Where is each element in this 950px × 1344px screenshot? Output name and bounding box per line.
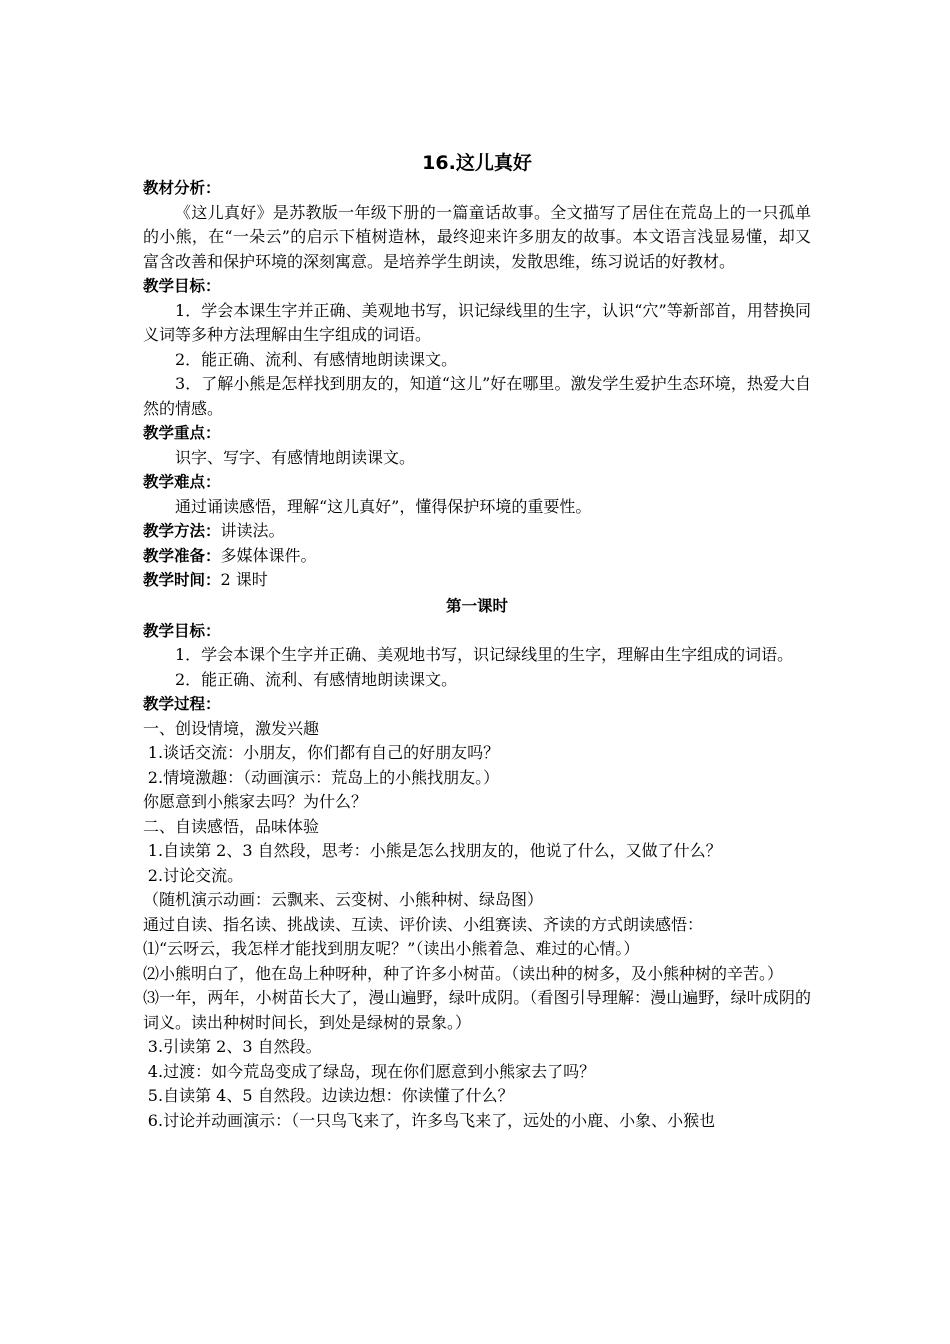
method-label: 教学方法： (143, 522, 221, 540)
goals-heading: 教学目标： (143, 277, 221, 295)
process-section-heading: 二、自读感悟，品味体验 (143, 816, 320, 836)
process-heading: 教学过程： (143, 695, 221, 713)
process-step: 1.自读第 2、3 自然段，思考：小熊是怎么找朋友的，他说了什么，又做了什么？ (147, 841, 722, 860)
time-value: 2 课时 (220, 570, 268, 589)
goal-item: 2．能正确、流利、有感情地朗读课文。 (175, 349, 458, 369)
process-step: 6.讨论并动画演示：（一只鸟飞来了，许多鸟飞来了，远处的小鹿、小象、小猴也 (147, 1110, 716, 1130)
process-note: 通过自读、指名读、挑战读、互读、评价读、小组赛读、齐读的方式朗读感悟： (143, 914, 704, 934)
process-step: 1.谈话交流：小朋友，你们都有自己的好朋友吗？ (147, 743, 500, 762)
process-step: 2.情境激趣：（动画演示：荒岛上的小熊找朋友。） (147, 767, 500, 787)
goal-item: 3．了解小熊是怎样找到朋友的，知道“这儿”好在哪里。激发学生爱护生态环境，热爱大自然的情感。 (143, 374, 811, 418)
process-sub-step: ⑶一年，两年，小树苗长大了，漫山遍野，绿叶成阴。（看图引导理解：漫山遍野，绿叶成阴的词义。读出种树时间长，到处是绿树的景象。） (143, 988, 811, 1032)
lesson1-goal-item: 1．学会本课个生字并正确、美观地书写，识记绿线里的生字，理解由生字组成的词语。 (175, 645, 794, 664)
lesson1-goals-heading: 教学目标： (143, 621, 221, 640)
difficulties-heading: 教学难点： (143, 473, 221, 491)
goal-item: 1．学会本课生字并正确、美观地书写，识记绿线里的生字，认识“穴”等新部首，用替换同义词等多种方法理解由生字组成的词语。 (143, 300, 811, 344)
process-step: 4.过渡：如今荒岛变成了绿岛，现在你们愿意到小熊家去了吗？ (147, 1061, 596, 1081)
process-step: 2.讨论交流。 (147, 865, 244, 885)
preparation-label: 教学准备： (143, 546, 221, 565)
method-row (143, 519, 811, 544)
time-label: 教学时间： (143, 571, 221, 589)
analysis-heading: 教材分析： (143, 179, 221, 197)
document-title: 16.这儿真好 (422, 152, 532, 174)
method-value: 讲读法。 (220, 521, 285, 540)
document-page (143, 150, 811, 1133)
time-row (143, 568, 811, 593)
process-note: （随机演示动画：云飘来、云变树、小熊种树、绿岛图） (143, 890, 544, 909)
preparation-row (143, 544, 811, 569)
process-section-heading: 一、创设情境，激发兴趣 (143, 718, 320, 738)
lesson1-title: 第一课时 (445, 596, 508, 615)
preparation-value: 多媒体课件。 (220, 545, 317, 565)
key-points-heading: 教学重点： (143, 424, 221, 442)
process-step: 5.自读第 4、5 自然段。边读边想：你读懂了什么？ (147, 1086, 514, 1105)
analysis-text: 《这儿真好》是苏教版一年级下册的一篇童话故事。全文描写了居住在荒岛上的一只孤单的小熊，在“一朵云”的启示下植树造林，最终迎来许多朋友的故事。本文语言浅显易懂，却又富含改善和保护环境的深刻寓意。是培养学生朗读，发散思维，练习说话的好教材。 (143, 202, 811, 271)
process-sub-step: ⑴“云呀云，我怎样才能找到朋友呢？”（读出小熊着急、难过的心情。） (143, 939, 640, 958)
difficulties-text: 通过诵读感悟，理解“这儿真好”，懂得保护环境的重要性。 (175, 496, 592, 516)
process-sub-step: ⑵小熊明白了，他在岛上种呀种，种了许多小树苗。（读出种的树多，及小熊种树的辛苦。） (143, 963, 784, 983)
process-step: 3.引读第 2、3 自然段。 (147, 1037, 322, 1056)
process-question: 你愿意到小熊家去吗？为什么？ (143, 792, 368, 811)
key-points-text: 识字、写字、有感情地朗读课文。 (175, 447, 416, 467)
lesson1-goal-item: 2．能正确、流利、有感情地朗读课文。 (175, 669, 458, 689)
